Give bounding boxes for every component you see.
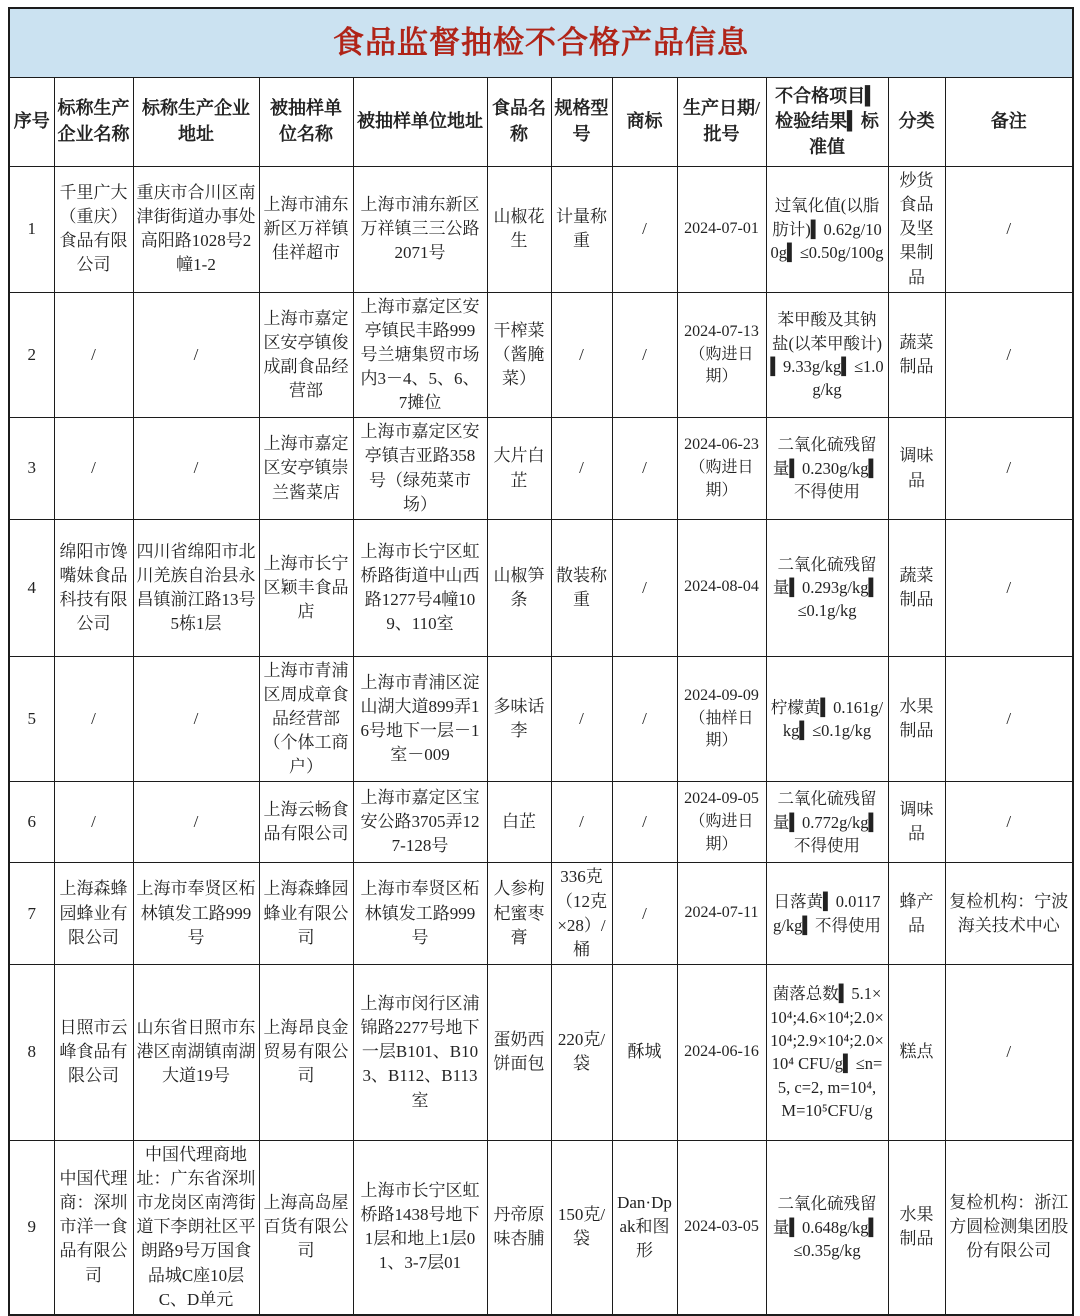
table-cell: 上海昂良金贸易有限公司 bbox=[259, 964, 353, 1140]
table-cell: 水果制品 bbox=[888, 656, 945, 782]
table-row bbox=[9, 292, 1073, 418]
table-cell: / bbox=[612, 863, 677, 965]
table-cell: 过氧化值(以脂肪计)▍0.62g/100g▍≤0.50g/100g bbox=[766, 167, 888, 293]
table-row bbox=[9, 167, 1073, 293]
header-cell-production-date: 生产日期/批号 bbox=[677, 78, 766, 167]
table-cell: / bbox=[54, 656, 133, 782]
table-cell: / bbox=[612, 782, 677, 863]
table-cell: 上海市嘉定区宝安公路3705弄127-128号 bbox=[353, 782, 487, 863]
table-cell: 山东省日照市东港区南湖镇南湖大道19号 bbox=[133, 964, 259, 1140]
table-cell: / bbox=[945, 964, 1073, 1140]
table-cell: 上海市浦东新区万祥镇三三公路2071号 bbox=[353, 167, 487, 293]
table-cell: 绵阳市馋嘴妹食品科技有限公司 bbox=[54, 519, 133, 656]
table-cell: / bbox=[133, 656, 259, 782]
header-cell-sampled-unit-address: 被抽样单位地址 bbox=[353, 78, 487, 167]
table-cell: 复检机构：宁波海关技术中心 bbox=[945, 863, 1073, 965]
table-cell: 2024-06-16 bbox=[677, 964, 766, 1140]
table-cell: 蛋奶西饼面包 bbox=[487, 964, 551, 1140]
table-cell: 220克/袋 bbox=[551, 964, 612, 1140]
table-cell: 3 bbox=[9, 418, 54, 520]
header-cell-producer-name: 标称生产企业名称 bbox=[54, 78, 133, 167]
table-cell: 上海云畅食品有限公司 bbox=[259, 782, 353, 863]
table-cell: 150克/袋 bbox=[551, 1140, 612, 1314]
table-cell: 上海市嘉定区安亭镇吉亚路358号（绿苑菜市场） bbox=[353, 418, 487, 520]
table-row bbox=[9, 782, 1073, 863]
table-cell: 上海森蜂园蜂业有限公司 bbox=[54, 863, 133, 965]
table-cell: 2024-07-11 bbox=[677, 863, 766, 965]
table-cell: 9 bbox=[9, 1140, 54, 1314]
table-cell: 5 bbox=[9, 656, 54, 782]
table-cell: / bbox=[612, 292, 677, 418]
table-cell: 蜂产品 bbox=[888, 863, 945, 965]
table-cell: / bbox=[945, 167, 1073, 293]
table-cell: 日落黄▍0.0117g/kg▍不得使用 bbox=[766, 863, 888, 965]
table-row bbox=[9, 964, 1073, 1140]
table-cell: 散装称重 bbox=[551, 519, 612, 656]
page-title: 食品监督抽检不合格产品信息 bbox=[9, 8, 1073, 78]
table-cell: 计量称重 bbox=[551, 167, 612, 293]
title-row bbox=[9, 8, 1073, 78]
header-cell-category: 分类 bbox=[888, 78, 945, 167]
table-cell: 2024-06-23（购进日期） bbox=[677, 418, 766, 520]
table-cell: 日照市云峰食品有限公司 bbox=[54, 964, 133, 1140]
table-cell: 上海市奉贤区柘林镇发工路999号 bbox=[353, 863, 487, 965]
table-cell: Dan·Dpak和图形 bbox=[612, 1140, 677, 1314]
table-cell: / bbox=[612, 519, 677, 656]
results-table bbox=[8, 7, 1074, 1316]
table-cell: 7 bbox=[9, 863, 54, 965]
table-cell: 上海森蜂园蜂业有限公司 bbox=[259, 863, 353, 965]
table-cell: 336克（12克×28）/桶 bbox=[551, 863, 612, 965]
header-cell-spec-model: 规格型号 bbox=[551, 78, 612, 167]
table-cell: / bbox=[551, 292, 612, 418]
table-cell: / bbox=[551, 418, 612, 520]
table-cell: 上海市长宁区虹桥路1438号地下1层和地上1层01、3-7层01 bbox=[353, 1140, 487, 1314]
table-cell: 中国代理商地址：广东省深圳市龙岗区南湾街道下李朗社区平朗路9号万国食品城C座10层C、D单元 bbox=[133, 1140, 259, 1314]
header-cell-sampled-unit-name: 被抽样单位名称 bbox=[259, 78, 353, 167]
table-cell: 2024-03-05 bbox=[677, 1140, 766, 1314]
table-cell: / bbox=[945, 292, 1073, 418]
table-row bbox=[9, 418, 1073, 520]
table-cell: / bbox=[133, 418, 259, 520]
table-cell: 柠檬黄▍0.161g/kg▍≤0.1g/kg bbox=[766, 656, 888, 782]
table-cell: / bbox=[54, 292, 133, 418]
table-cell: 二氧化硫残留量▍0.648g/kg▍≤0.35g/kg bbox=[766, 1140, 888, 1314]
table-cell: 二氧化硫残留量▍0.772g/kg▍不得使用 bbox=[766, 782, 888, 863]
table-cell: 6 bbox=[9, 782, 54, 863]
table-cell: 山椒花生 bbox=[487, 167, 551, 293]
table-cell: 白芷 bbox=[487, 782, 551, 863]
table-cell: 多味话李 bbox=[487, 656, 551, 782]
table-cell: 2024-09-09（抽样日期） bbox=[677, 656, 766, 782]
table-cell: 四川省绵阳市北川羌族自治县永昌镇湔江路13号5栋1层 bbox=[133, 519, 259, 656]
table-cell: 上海市闵行区浦锦路2277号地下一层B101、B103、B112、B113室 bbox=[353, 964, 487, 1140]
table-cell: 中国代理商：深圳市洋一食品有限公司 bbox=[54, 1140, 133, 1314]
table-cell: 上海市嘉定区安亭镇俊成副食品经营部 bbox=[259, 292, 353, 418]
table-cell: 山椒笋条 bbox=[487, 519, 551, 656]
table-cell: 苯甲酸及其钠盐(以苯甲酸计)▍9.33g/kg▍≤1.0g/kg bbox=[766, 292, 888, 418]
table-cell: 菌落总数▍5.1×10⁴;4.6×10⁴;2.0×10⁴;2.9×10⁴;2.0×10⁴ CFU/g▍≤n=5, c=2, m=10⁴, M=10⁵CFU/g bbox=[766, 964, 888, 1140]
table-cell: 上海市奉贤区柘林镇发工路999号 bbox=[133, 863, 259, 965]
table-row bbox=[9, 656, 1073, 782]
table-cell: 大片白芷 bbox=[487, 418, 551, 520]
table-cell: 上海市青浦区淀山湖大道899弄16号地下一层－1室－009 bbox=[353, 656, 487, 782]
table-cell: 上海市嘉定区安亭镇崇兰酱菜店 bbox=[259, 418, 353, 520]
table-cell: / bbox=[612, 167, 677, 293]
table-cell: 二氧化硫残留量▍0.230g/kg▍不得使用 bbox=[766, 418, 888, 520]
table-cell: 蔬菜制品 bbox=[888, 519, 945, 656]
table-cell: 上海市长宁区虹桥路街道中山西路1277号4幢109、110室 bbox=[353, 519, 487, 656]
table-cell: 二氧化硫残留量▍0.293g/kg▍≤0.1g/kg bbox=[766, 519, 888, 656]
table-cell: 2024-08-04 bbox=[677, 519, 766, 656]
table-cell: 炒货食品及坚果制品 bbox=[888, 167, 945, 293]
header-cell-trademark: 商标 bbox=[612, 78, 677, 167]
table-body bbox=[9, 167, 1073, 1315]
table-cell: 2024-07-13（购进日期） bbox=[677, 292, 766, 418]
table-cell: / bbox=[945, 656, 1073, 782]
table-cell: 复检机构：浙江方圆检测集团股份有限公司 bbox=[945, 1140, 1073, 1314]
table-cell: 2024-09-05（购进日期） bbox=[677, 782, 766, 863]
table-cell: 糕点 bbox=[888, 964, 945, 1140]
table-cell: / bbox=[612, 656, 677, 782]
table-cell: / bbox=[612, 418, 677, 520]
table-cell: 调味品 bbox=[888, 418, 945, 520]
header-cell-remarks: 备注 bbox=[945, 78, 1073, 167]
table-cell: 丹帝原味杏脯 bbox=[487, 1140, 551, 1314]
table-cell: 干榨菜（酱腌菜） bbox=[487, 292, 551, 418]
table-cell: 酥城 bbox=[612, 964, 677, 1140]
table-cell: / bbox=[551, 782, 612, 863]
table-cell: 8 bbox=[9, 964, 54, 1140]
table-cell: 4 bbox=[9, 519, 54, 656]
table-cell: 上海市青浦区周成章食品经营部（个体工商户） bbox=[259, 656, 353, 782]
table-cell: / bbox=[945, 782, 1073, 863]
header-cell-food-name: 食品名称 bbox=[487, 78, 551, 167]
table-cell: 上海市浦东新区万祥镇佳祥超市 bbox=[259, 167, 353, 293]
table-cell: / bbox=[133, 782, 259, 863]
table-row bbox=[9, 1140, 1073, 1314]
header-cell-failed-item: 不合格项目▍检验结果▍标准值 bbox=[766, 78, 888, 167]
table-cell: 2 bbox=[9, 292, 54, 418]
table-cell: / bbox=[945, 418, 1073, 520]
table-cell: 1 bbox=[9, 167, 54, 293]
table-cell: 调味品 bbox=[888, 782, 945, 863]
table-cell: 上海市长宁区颖丰食品店 bbox=[259, 519, 353, 656]
table-cell: 水果制品 bbox=[888, 1140, 945, 1314]
table-header-row bbox=[9, 78, 1073, 167]
table-cell: / bbox=[54, 782, 133, 863]
table-row bbox=[9, 519, 1073, 656]
table-cell: / bbox=[54, 418, 133, 520]
table-row bbox=[9, 863, 1073, 965]
table-cell: 蔬菜制品 bbox=[888, 292, 945, 418]
table-cell: 千里广大（重庆）食品有限公司 bbox=[54, 167, 133, 293]
table-cell: 重庆市合川区南津街街道办事处高阳路1028号2幢1-2 bbox=[133, 167, 259, 293]
table-cell: 人参枸杞蜜枣膏 bbox=[487, 863, 551, 965]
table-cell: 2024-07-01 bbox=[677, 167, 766, 293]
table-cell: / bbox=[945, 519, 1073, 656]
table-cell: 上海高岛屋百货有限公司 bbox=[259, 1140, 353, 1314]
table-cell: / bbox=[551, 656, 612, 782]
header-cell-index: 序号 bbox=[9, 78, 54, 167]
table-cell: 上海市嘉定区安亭镇民丰路999号兰塘集贸市场内3－4、5、6、7摊位 bbox=[353, 292, 487, 418]
header-cell-producer-address: 标称生产企业地址 bbox=[133, 78, 259, 167]
table-cell: / bbox=[133, 292, 259, 418]
